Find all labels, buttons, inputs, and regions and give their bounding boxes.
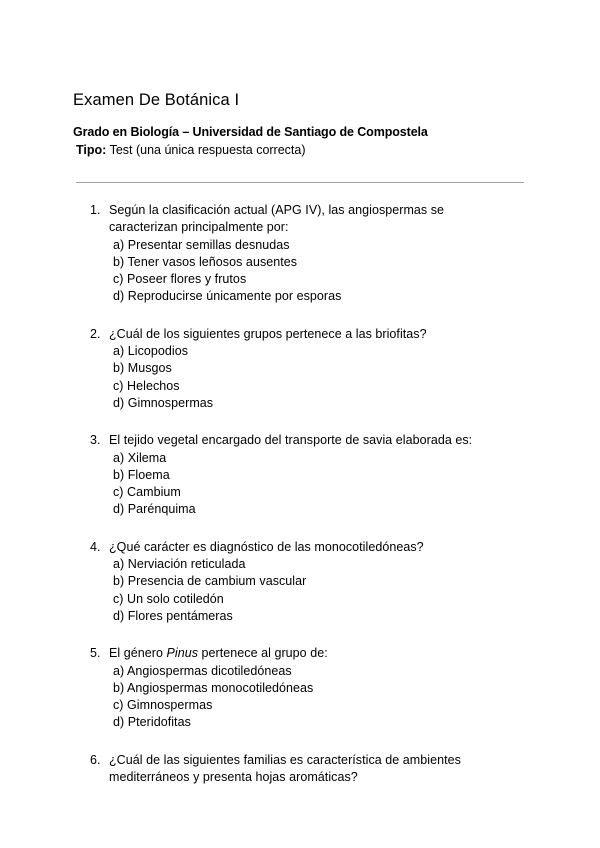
document-title: Examen De Botánica I <box>73 91 240 109</box>
answer-option-a: a) Presentar semillas desnudas <box>113 237 290 252</box>
answer-option-b: b) Tener vasos leñosos ausentes <box>113 254 298 269</box>
question-text <box>109 645 504 662</box>
question-6 <box>84 752 504 787</box>
answer-option-a: a) Angiospermas dicotiledóneas <box>113 663 292 678</box>
answer-option-c: c) Cambium <box>113 485 181 500</box>
answer-options <box>109 450 504 519</box>
question-list <box>84 202 504 806</box>
answer-option-d: d) Parénquima <box>113 502 196 517</box>
answer-option-c: c) Poseer flores y frutos <box>113 272 247 287</box>
answer-option-d: d) Flores pentámeras <box>113 608 233 623</box>
answer-option-c: c) Helechos <box>113 378 180 393</box>
question-1 <box>84 202 504 306</box>
question-5 <box>84 645 504 731</box>
question-text: ¿Cuál de los siguientes grupos pertenece a las briofitas? <box>109 326 427 341</box>
question-4 <box>84 539 504 625</box>
answer-options <box>109 556 504 625</box>
answer-option-c: c) Gimnospermas <box>113 698 213 713</box>
question-text-start: El género <box>109 646 167 661</box>
question-text: Según la clasificación actual (APG IV), las angiospermas se caracterizan principalmente por: <box>109 203 445 235</box>
horizontal-divider <box>76 182 524 183</box>
answer-option-d: d) Gimnospermas <box>113 395 214 410</box>
question-number: 3. <box>90 433 101 448</box>
question-number: 2. <box>90 326 101 341</box>
answer-option-a: a) Xilema <box>113 450 167 465</box>
answer-options <box>109 237 504 306</box>
answer-options <box>109 663 504 732</box>
question-number: 6. <box>90 752 101 767</box>
genus-name: Pinus <box>166 646 199 661</box>
answer-option-b: b) Presencia de cambium vascular <box>113 574 307 589</box>
question-text: ¿Qué carácter es diagnóstico de las monocotiledóneas? <box>109 539 424 554</box>
question-text: ¿Cuál de las siguientes familias es característica de ambientes mediterráneos y presenta hojas aromáticas? <box>109 752 461 785</box>
answer-option-d: d) Pteridofitas <box>113 715 191 730</box>
answer-option-b: b) Floema <box>113 467 170 482</box>
exam-type-value: Test (una única respuesta correcta) <box>106 143 306 157</box>
answer-option-b: b) Musgos <box>113 361 172 376</box>
question-text: El tejido vegetal encargado del transporte de savia elaborada es: <box>109 433 473 448</box>
question-3 <box>84 432 504 518</box>
answer-option-a: a) Nerviación reticulada <box>113 557 246 572</box>
answer-options <box>109 343 504 412</box>
question-number: 5. <box>90 646 101 661</box>
answer-option-a: a) Licopodios <box>113 344 189 359</box>
question-2 <box>84 326 504 412</box>
answer-option-c: c) Un solo cotiledón <box>113 591 224 606</box>
question-text-end: pertenece al grupo de: <box>198 646 328 661</box>
question-number: 1. <box>90 203 101 217</box>
answer-option-d: d) Reproducirse únicamente por esporas <box>113 289 342 304</box>
question-number: 4. <box>90 539 101 554</box>
exam-type-label: Tipo: <box>76 143 107 157</box>
answer-option-b: b) Angiospermas monocotiledóneas <box>113 680 314 695</box>
course-subtitle: Grado en Biología – Universidad de Santiago de Compostela <box>73 125 428 139</box>
exam-type-line <box>76 143 306 157</box>
